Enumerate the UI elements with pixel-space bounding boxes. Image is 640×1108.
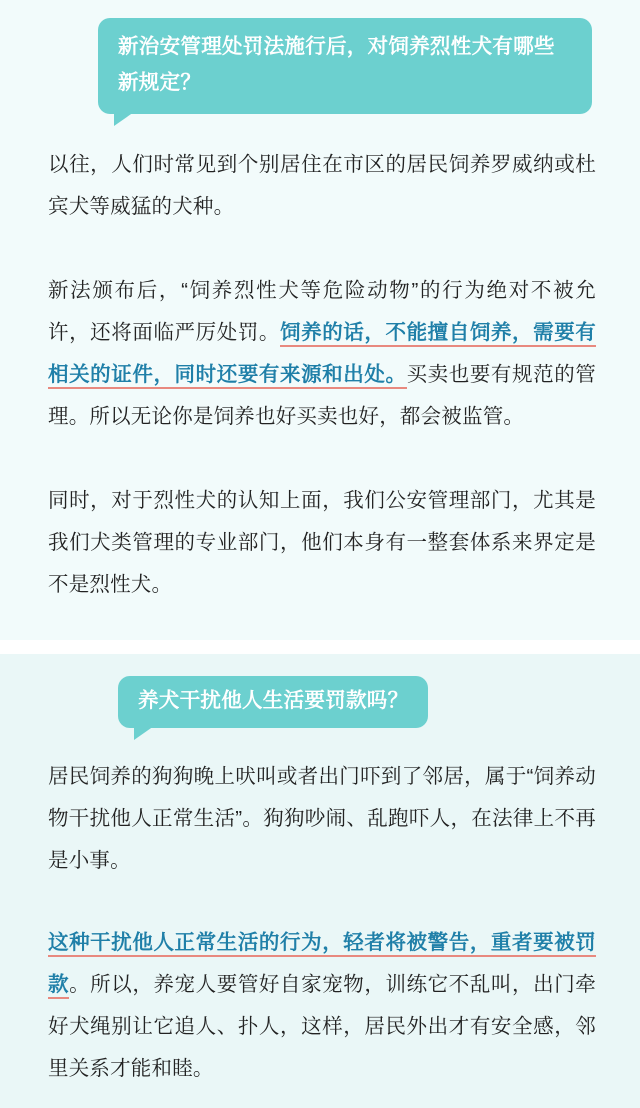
paragraph-1-run-1: 以往，人们时常见到个别居住在市区的居民饲养罗威纳或杜宾犬等威猛的犬种。 <box>48 153 596 218</box>
section-noise-disturbance <box>0 654 640 1108</box>
question-bubble-container-2 <box>0 676 640 728</box>
paragraph-gap <box>48 438 596 480</box>
question-bubble-container-1 <box>0 18 640 114</box>
paragraph-1 <box>48 144 596 228</box>
spacer <box>0 728 640 756</box>
body-text-1 <box>0 144 640 606</box>
paragraph-2-highlight: 饲养的话，不能擅自饲养，需要有相关的证件，同时还要有来源和出处。 <box>48 321 596 389</box>
question-bubble-1: 新治安管理处罚法施行后，对饲养烈性犬有哪些新规定？ <box>98 18 592 114</box>
paragraph-3 <box>48 480 596 606</box>
section-divider <box>0 640 640 654</box>
paragraph-2 <box>48 270 596 438</box>
paragraph-5-run-2: 。所以，养宠人要管好自家宠物，训练它不乱叫，出门牵好犬绳别让它追人、扑人，这样，居民外出才有安全感，邻里关系才能和睦。 <box>48 973 596 1080</box>
paragraph-2-run-1: 新法颁布后，“饲养烈性犬等危险动物”的行为绝对不被允许，还将面临严厉处罚。 <box>48 279 596 344</box>
body-text-2 <box>0 756 640 1090</box>
paragraph-4-run-1: 居民饲养的狗狗晚上吠叫或者出门吓到了邻居，属于“饲养动物干扰他人正常生活”。狗狗吵闹、乱跑吓人，在法律上不再是小事。 <box>48 765 596 872</box>
paragraph-gap <box>48 882 596 922</box>
paragraph-5-highlight: 这种干扰他人正常生活的行为，轻者将被警告，重者要被罚款 <box>48 931 596 999</box>
paragraph-3-run-1: 同时，对于烈性犬的认知上面，我们公安管理部门，尤其是我们犬类管理的专业部门，他们本身有一整套体系来界定是不是烈性犬。 <box>48 489 596 596</box>
question-bubble-2: 养犬干扰他人生活要罚款吗？ <box>118 676 428 728</box>
paragraph-4 <box>48 756 596 882</box>
paragraph-gap <box>48 228 596 270</box>
paragraph-2-run-3: 买卖也要有规范的管理。所以无论你是饲养也好买卖也好，都会被监管。 <box>48 363 596 428</box>
spacer <box>0 114 640 144</box>
paragraph-5 <box>48 922 596 1090</box>
